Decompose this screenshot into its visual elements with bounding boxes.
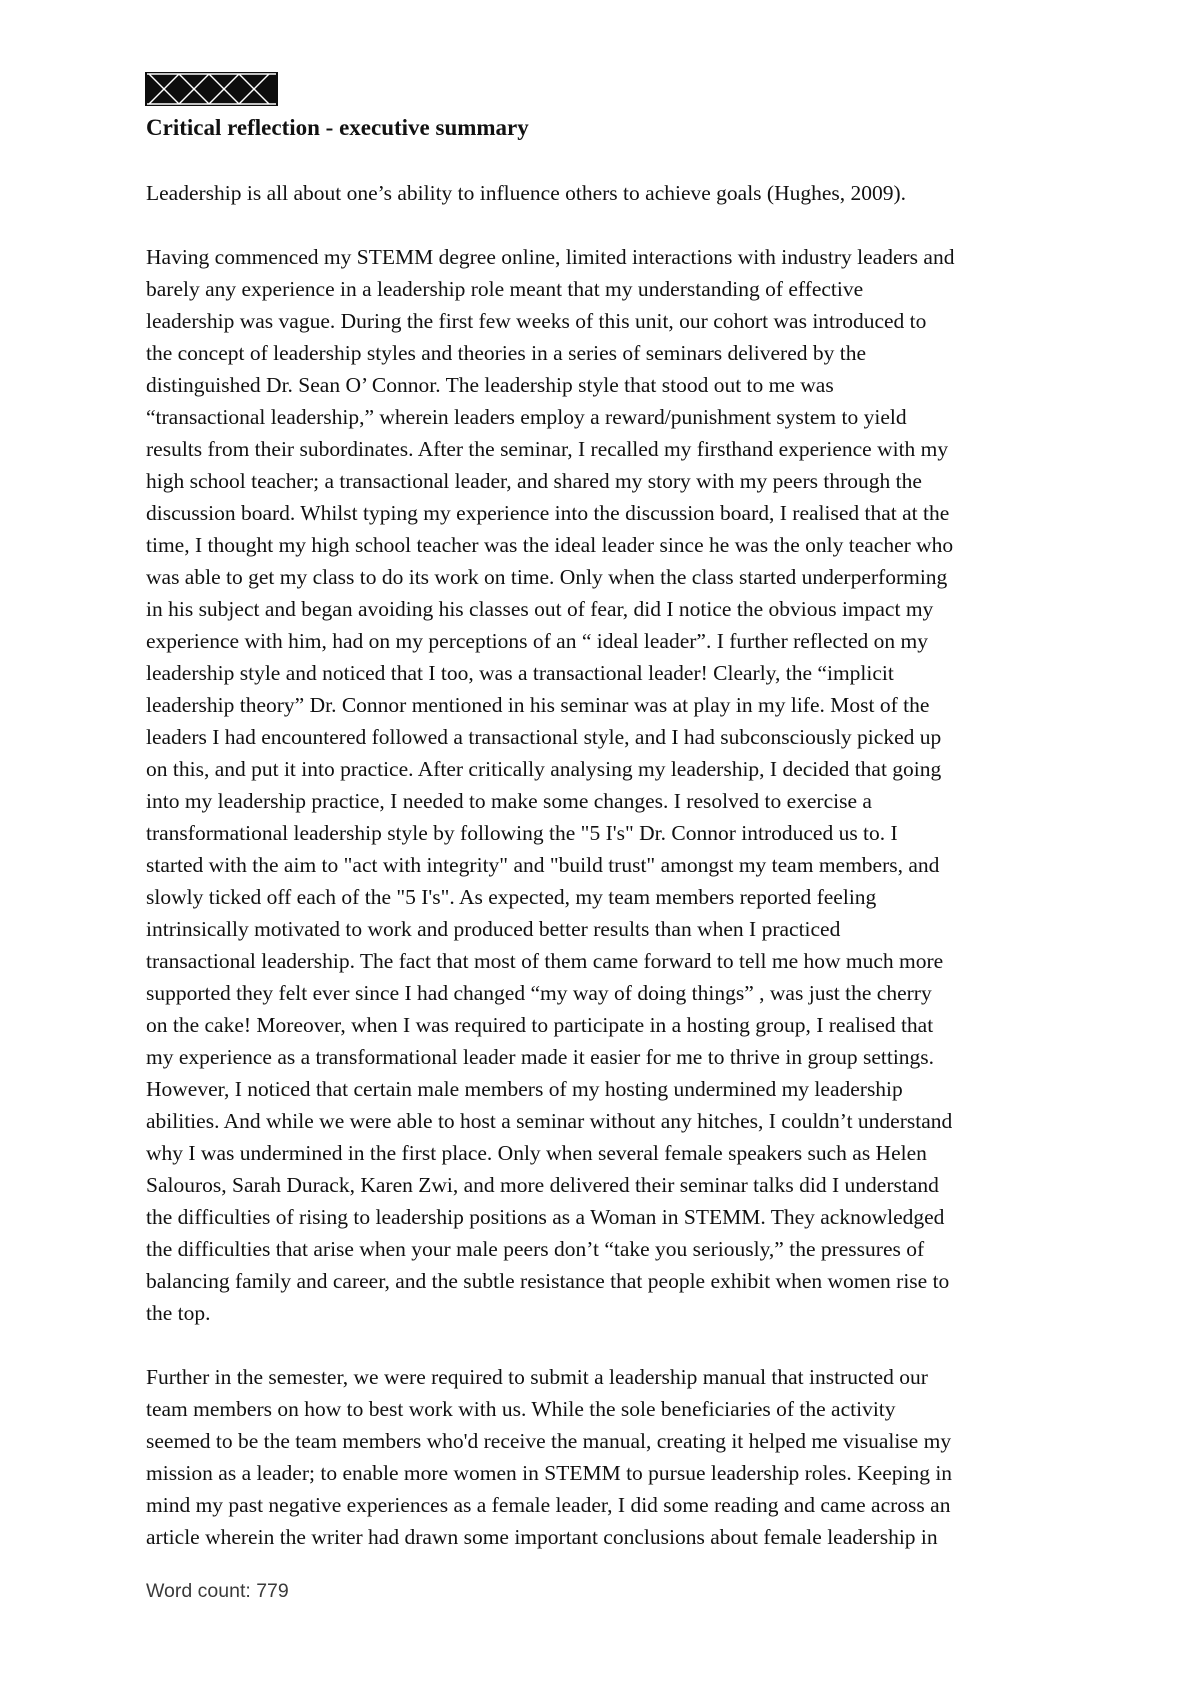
redaction-pattern-icon bbox=[145, 72, 278, 106]
text-line: article wherein the writer had drawn some important conclusions about female leadership in bbox=[146, 1525, 938, 1549]
document-title: Critical reflection - executive summary bbox=[146, 115, 529, 140]
text-line: However, I noticed that certain male members of my hosting undermined my leadership bbox=[146, 1077, 903, 1101]
text-line: transactional leadership. The fact that most of them came forward to tell me how much more bbox=[146, 949, 944, 973]
text-line: on this, and put it into practice. After critically analysing my leadership, I decided that going bbox=[146, 757, 942, 781]
paragraph bbox=[146, 1361, 1096, 1553]
text-line: leadership theory” Dr. Connor mentioned in his seminar was at play in my life. Most of the bbox=[146, 693, 930, 717]
text-line: Leadership is all about one’s ability to influence others to achieve goals (Hughes, 2009). bbox=[146, 181, 907, 205]
text-line: why I was undermined in the first place. Only when several female speakers such as Helen bbox=[146, 1141, 927, 1165]
text-line: Further in the semester, we were required to submit a leadership manual that instructed our bbox=[146, 1365, 928, 1389]
paragraph bbox=[146, 177, 1096, 209]
text-line: supported they felt ever since I had changed “my way of doing things” , was just the cherry bbox=[146, 981, 932, 1005]
text-line: mind my past negative experiences as a female leader, I did some reading and came across an bbox=[146, 1493, 951, 1517]
text-line: mission as a leader; to enable more women in STEMM to pursue leadership roles. Keeping in bbox=[146, 1461, 953, 1485]
redacted-name-block bbox=[145, 72, 278, 106]
text-line: the difficulties of rising to leadership positions as a Woman in STEMM. They acknowledged bbox=[146, 1205, 945, 1229]
word-count: Word count: 779 bbox=[146, 1580, 289, 1602]
text-line: on the cake! Moreover, when I was required to participate in a hosting group, I realised that bbox=[146, 1013, 934, 1037]
text-line: transformational leadership style by following the "5 I's" Dr. Connor introduced us to. I bbox=[146, 821, 898, 845]
text-line: seemed to be the team members who'd receive the manual, creating it helped me visualise my bbox=[146, 1429, 952, 1453]
text-line: Having commenced my STEMM degree online, limited interactions with industry leaders and bbox=[146, 245, 955, 269]
text-line: leaders I had encountered followed a transactional style, and I had subconsciously picked up bbox=[146, 725, 942, 749]
text-line: balancing family and career, and the subtle resistance that people exhibit when women rise to bbox=[146, 1269, 950, 1293]
text-line: in his subject and began avoiding his classes out of fear, did I notice the obvious impact my bbox=[146, 597, 934, 621]
text-line: was able to get my class to do its work on time. Only when the class started underperforming bbox=[146, 565, 948, 589]
text-line: the difficulties that arise when your male peers don’t “take you seriously,” the pressures of bbox=[146, 1237, 925, 1261]
text-line: high school teacher; a transactional leader, and shared my story with my peers through the bbox=[146, 469, 922, 493]
text-line: into my leadership practice, I needed to make some changes. I resolved to exercise a bbox=[146, 789, 872, 813]
text-line: Salouros, Sarah Durack, Karen Zwi, and more delivered their seminar talks did I understand bbox=[146, 1173, 939, 1197]
text-line: discussion board. Whilst typing my experience into the discussion board, I realised that at the bbox=[146, 501, 950, 525]
text-line: distinguished Dr. Sean O’ Connor. The leadership style that stood out to me was bbox=[146, 373, 834, 397]
text-line: started with the aim to "act with integrity" and "build trust" amongst my team members, and bbox=[146, 853, 940, 877]
text-line: slowly ticked off each of the "5 I's". As expected, my team members reported feeling bbox=[146, 885, 877, 909]
text-line: abilities. And while we were able to host a seminar without any hitches, I couldn’t understand bbox=[146, 1109, 953, 1133]
text-line: results from their subordinates. After the seminar, I recalled my firsthand experience with my bbox=[146, 437, 949, 461]
text-line: intrinsically motivated to work and produced better results than when I practiced bbox=[146, 917, 841, 941]
text-line: team members on how to best work with us. While the sole beneficiaries of the activity bbox=[146, 1397, 896, 1421]
text-line: my experience as a transformational leader made it easier for me to thrive in group settings. bbox=[146, 1045, 935, 1069]
text-line: time, I thought my high school teacher was the ideal leader since he was the only teacher who bbox=[146, 533, 954, 557]
text-line: “transactional leadership,” wherein leaders employ a reward/punishment system to yield bbox=[146, 405, 907, 429]
text-line: experience with him, had on my perceptions of an “ ideal leader”. I further reflected on my bbox=[146, 629, 929, 653]
text-line: leadership was vague. During the first few weeks of this unit, our cohort was introduced to bbox=[146, 309, 927, 333]
text-line: barely any experience in a leadership role meant that my understanding of effective bbox=[146, 277, 864, 301]
document-body bbox=[146, 177, 1096, 1585]
text-line: the concept of leadership styles and theories in a series of seminars delivered by the bbox=[146, 341, 867, 365]
text-line: leadership style and noticed that I too, was a transactional leader! Clearly, the “implicit bbox=[146, 661, 894, 685]
paragraph bbox=[146, 241, 1096, 1329]
text-line: the top. bbox=[146, 1301, 211, 1325]
